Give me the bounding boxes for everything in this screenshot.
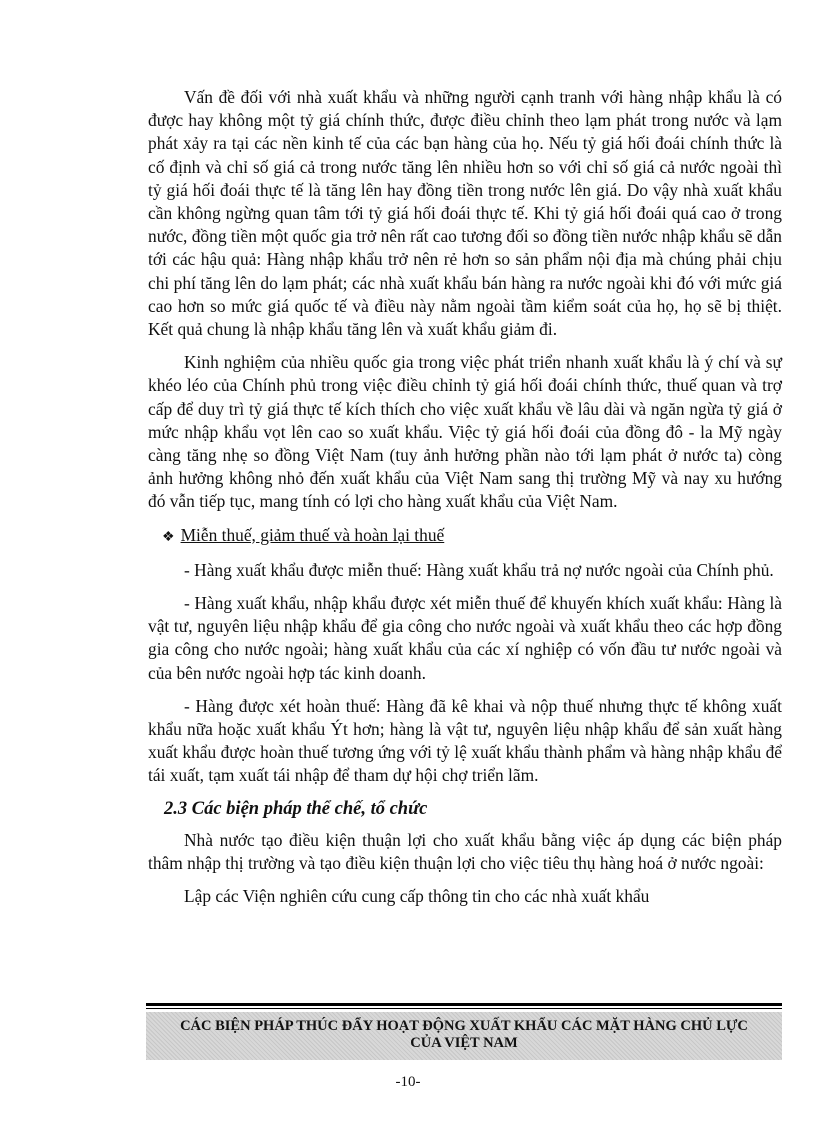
bullet-heading — [148, 524, 782, 549]
footer-title-line1: CÁC BIỆN PHÁP THÚC ĐẨY HOẠT ĐỘNG XUẤT KHẨU CÁC MẶT HÀNG CHỦ LỰC — [180, 1018, 748, 1034]
bullet-heading-text: Miễn thuế, giảm thuế và hoàn lại thuế — [180, 524, 445, 545]
paragraph-tax-refund: - Hàng được xét hoàn thuế: Hàng đã kê khai và nộp thuế nhưng thực tế không xuất khẩu nữa hoặc xuất khẩu Ýt hơn; hàng là vật tư, nguyên liệu nhập khẩu để sản xuất hàng xuất khẩu được hoàn thuế tương ứng với tỷ lệ xuất khẩu thành phẩm và hàng nhập khẩu để tái xuất, tạm xuất tái nhập để tham dự hội chợ triển lãm. — [148, 695, 782, 786]
paragraph-experience: Kinh nghiệm của nhiều quốc gia trong việc phát triển nhanh xuất khẩu là ý chí và sự khéo léo của Chính phủ trong việc điều chỉnh tỷ giá hối đoái chính thức, thuế quan và trợ cấp để duy trì tỷ giá thực tế kích thích cho việc xuất khẩu về lâu dài và ngăn ngừa tỷ giá ở mức nhập khẩu vọt lên cao so xuất khẩu. Việc tỷ giá hối đoái của đồng đô - la Mỹ ngày càng tăng nhẹ so đồng Việt Nam (tuy ảnh hưởng phần nào tới lạm phát ở nước ta) còng ảnh hưởng không nhỏ đến xuất khẩu của Việt Nam sang thị trường Mỹ và nay xu hướng đó vẫn tiếp tục, mang tính có lợi cho hàng xuất khẩu của Việt Nam. — [148, 352, 782, 512]
paragraph-research-institutes: Lập các Viện nghiên cứu cung cấp thông tin cho các nhà xuất khẩu — [184, 886, 650, 907]
paragraph-tax-exempt: - Hàng xuất khẩu được miễn thuế: Hàng xuất khẩu trả nợ nước ngoài của Chính phủ. — [184, 559, 774, 580]
paragraph-state-support: Nhà nước tạo điều kiện thuận lợi cho xuất khẩu bằng việc áp dụng các biện pháp thâm nhập thị trường và tạo điều kiện thuận lợi cho việc tiêu thụ hàng hoá ở nước ngoài: — [148, 829, 782, 874]
footer-divider — [146, 1003, 782, 1006]
section-heading: 2.3 Các biện pháp thể chế, tổ chức — [164, 798, 428, 819]
footer-title-line2: CỦA VIỆT NAM — [410, 1035, 518, 1051]
page-number: -10- — [395, 1074, 421, 1090]
footer-banner — [146, 1012, 782, 1060]
paragraph-exchange-rate: Vấn đề đối với nhà xuất khẩu và những người cạnh tranh với hàng nhập khẩu là có được hay không một tỷ giá chính thức, được điều chỉnh theo lạm phát trong nước và lạm phát xảy ra tại các nền kinh tế của các bạn hàng của họ. Nếu tỷ giá hối đoái chính thức là cố định và chỉ số giá cả trong nước tăng lên nhiều hơn so với chỉ số giá cả nước ngoài thì tỷ giá hối đoái thực tế là tăng lên hay đồng tiền trong nước lên giá. Do vậy nhà xuất khẩu cần không ngừng quan tâm tới tỷ giá hối đoái thực tế. Khi tỷ giá hối đoái quá cao ở trong nước, đồng tiền một quốc gia trở nên rất cao tương đối so đồng tiền nước nhập khẩu sẽ dẫn tới các hậu quả: Hàng nhập khẩu trở nên rẻ hơn so sản phẩm nội địa mà chúng phải chịu chi phí tăng lên do lạm phát; các nhà xuất khẩu bán hàng ra nước ngoài khi đó với mức giá cao hơn so mức giá quốc tế và điều này nằm ngoài tầm kiểm soát của họ, họ sẽ bị thiệt. Kết quả chung là nhập khẩu tăng lên và xuất khẩu giảm đi. — [148, 87, 782, 340]
footer-divider-thin — [146, 1008, 782, 1009]
document-body — [148, 86, 782, 909]
paragraph-tax-considered: - Hàng xuất khẩu, nhập khẩu được xét miễn thuế để khuyến khích xuất khẩu: Hàng là vật tư, nguyên liệu nhập khẩu để gia công cho nước ngoài và xuất khẩu theo các hợp đồng gia công cho nước ngoài; hàng xuất khẩu của các xí nghiệp có vốn đầu tư nước ngoài và của bên nước ngoài hợp tác kinh doanh. — [148, 593, 782, 683]
diamond-bullet-icon: ❖ — [162, 529, 175, 545]
